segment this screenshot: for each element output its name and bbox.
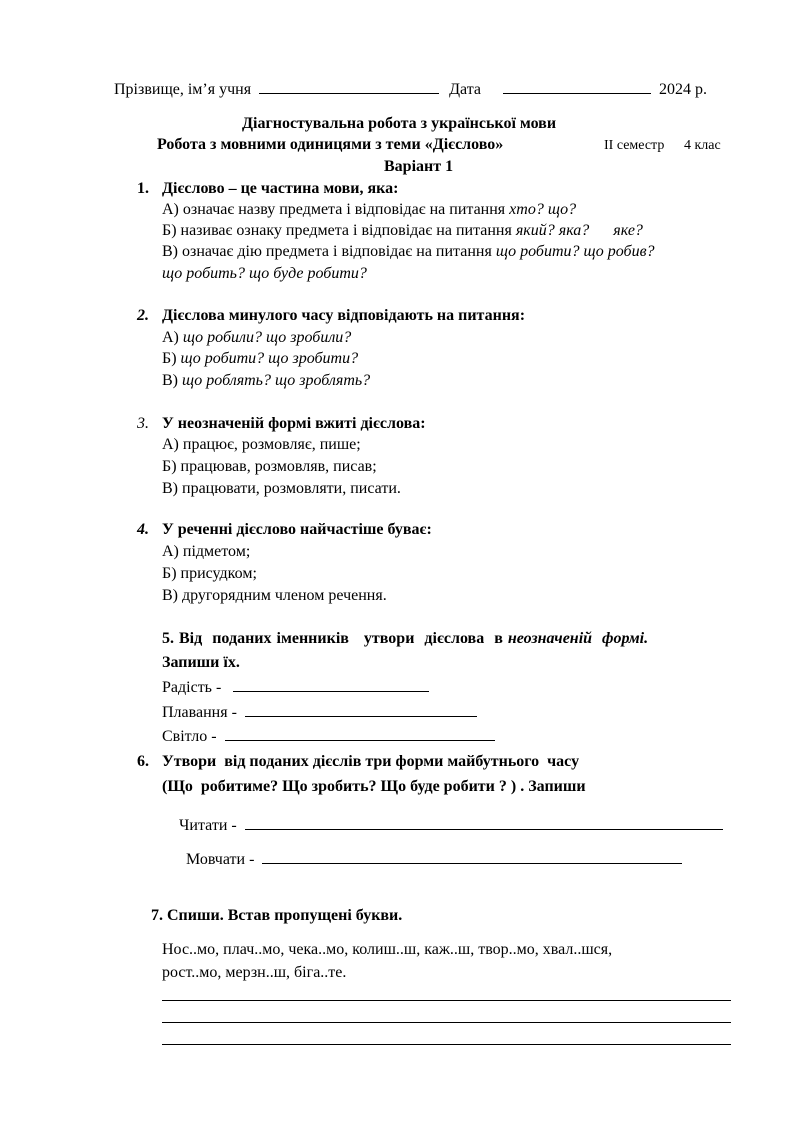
q5-question-text: 5. Від поданих іменників утвори дієслова в <box>162 630 503 647</box>
student-name-blank[interactable] <box>259 79 439 94</box>
page-title: Діагностувальна робота з української мови <box>242 115 557 132</box>
q1-option-b <box>162 220 643 242</box>
q4-number: 4. <box>137 521 149 538</box>
q2-option-a <box>162 327 351 349</box>
q1-option-a-text: А) означає назву предмета і відповідає на питання <box>162 201 506 218</box>
grade-label: 4 клас <box>684 138 721 153</box>
q2-question: Дієслова минулого часу відповідають на питання: <box>162 307 526 324</box>
q5-word-3: Світло - <box>162 728 217 745</box>
q6-word-2: Мовчати - <box>186 851 255 868</box>
q6-question-cont: (Що робитиме? Що зробить? Що буде робити ? ) . Запиши <box>162 778 586 795</box>
q5-question-emphasis: неозначеній формі. <box>507 630 649 647</box>
q7-text-line-1: Нос..мо, плач..мо, чека..мо, колиш..ш, каж..ш, твор..мо, хвал..шся, <box>162 941 613 958</box>
page-subtitle: Робота з мовними одиницями з теми «Дієслово» <box>157 136 504 153</box>
q4-option-a: А) підметом; <box>162 543 251 560</box>
q6-answer-blank-2[interactable] <box>262 849 682 864</box>
q5-question-cont: Запиши їх. <box>162 654 240 671</box>
q2-option-c-question: що роблять? що зроблять? <box>182 372 371 389</box>
q3-number: 3. <box>137 415 149 432</box>
q1-option-a <box>162 199 576 221</box>
q5-answer-blank-1[interactable] <box>233 677 429 692</box>
variant-label: Варіант 1 <box>384 158 454 175</box>
q1-option-b-text: Б) називає ознаку предмета і відповідає на питання <box>162 222 512 239</box>
q2-option-b <box>162 348 358 370</box>
q2-option-a-label: А) <box>162 329 179 346</box>
q5-answer-blank-2[interactable] <box>245 702 477 717</box>
year-label: 2024 р. <box>658 81 707 98</box>
date-blank[interactable] <box>503 79 651 94</box>
q5-word-row-1 <box>162 677 429 699</box>
q7-answer-line-1[interactable] <box>162 1000 731 1001</box>
q2-option-c-label: В) <box>162 372 178 389</box>
q4-question: У реченні дієслово найчастіше буває: <box>162 521 432 538</box>
semester-label: ІІ семестр <box>604 138 665 153</box>
student-name-label: Прізвище, ім’я учня <box>114 81 252 98</box>
q1-option-c <box>162 241 655 263</box>
q1-option-b-question: який? яка? яке? <box>515 222 643 239</box>
date-label: Дата <box>449 81 481 98</box>
student-name-row <box>114 79 707 101</box>
q5-word-2: Плавання - <box>162 704 237 721</box>
q5-question <box>162 628 648 650</box>
q5-answer-blank-3[interactable] <box>225 726 495 741</box>
q3-option-c: В) працювати, розмовляти, писати. <box>162 480 401 497</box>
q1-option-c-text: В) означає дію предмета і відповідає на питання <box>162 243 492 260</box>
q1-option-c-question-cont: що робить? що буде робити? <box>162 265 367 282</box>
q5-word-1: Радість - <box>162 679 222 696</box>
q2-option-a-question: що робили? що зробили? <box>182 329 352 346</box>
q7-answer-line-2[interactable] <box>162 1022 731 1023</box>
q6-word-row-2 <box>186 849 682 871</box>
q3-question: У неозначеній формі вжиті дієслова: <box>162 415 426 432</box>
q2-option-b-question: що робити? що зробити? <box>180 350 359 367</box>
q7-text-line-2: рост..мо, мерзн..ш, біга..те. <box>162 964 347 981</box>
q1-number: 1. <box>137 180 149 197</box>
q7-answer-line-3[interactable] <box>162 1044 731 1045</box>
q3-option-b: Б) працював, розмовляв, писав; <box>162 458 377 475</box>
q6-word-row-1 <box>179 815 723 837</box>
q1-question: Дієслово – це частина мови, яка: <box>162 180 399 197</box>
q5-word-row-2 <box>162 702 477 724</box>
q6-number: 6. <box>137 753 149 770</box>
q7-title: 7. Спиши. Встав пропущені букви. <box>151 907 403 924</box>
q1-option-a-question: хто? що? <box>509 201 577 218</box>
q5-word-row-3 <box>162 726 495 748</box>
q4-option-c: В) другорядним членом речення. <box>162 587 387 604</box>
q6-answer-blank-1[interactable] <box>245 815 723 830</box>
q6-question: Утвори від поданих дієслів три форми майбутнього часу <box>162 753 580 770</box>
q3-option-a: А) працює, розмовляє, пише; <box>162 436 361 453</box>
q4-option-b: Б) присудком; <box>162 565 257 582</box>
q2-number: 2. <box>137 307 149 324</box>
q6-word-1: Читати - <box>179 817 237 834</box>
q1-option-c-question: що робити? що робив? <box>495 243 655 260</box>
q2-option-b-label: Б) <box>162 350 177 367</box>
q2-option-c <box>162 370 370 392</box>
